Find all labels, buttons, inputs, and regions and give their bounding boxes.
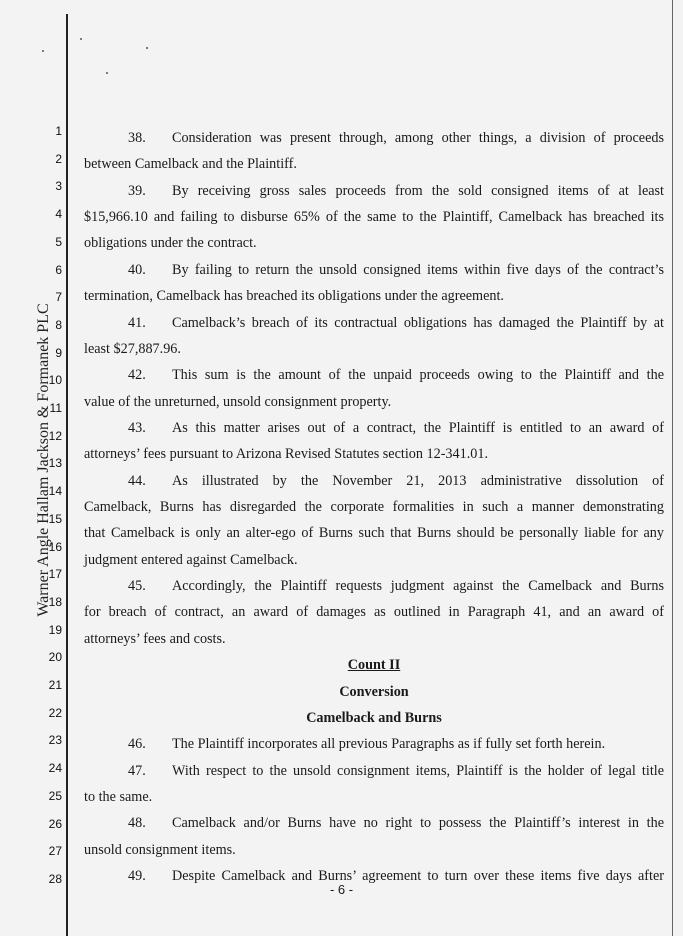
paragraph-number: 41. bbox=[128, 314, 146, 331]
firm-name-sidebar: Warner Angle Hallam Jackson & Formanek PLC bbox=[35, 303, 52, 617]
paragraph-first-line bbox=[84, 182, 664, 200]
line-number: 22 bbox=[48, 705, 62, 720]
line-number: 25 bbox=[48, 788, 62, 803]
section-heading bbox=[84, 709, 664, 727]
line-number: 10 bbox=[48, 373, 62, 388]
line-text: between Camelback and the Plaintiff. bbox=[84, 156, 297, 173]
paragraph-line bbox=[84, 524, 664, 542]
scan-speck bbox=[106, 72, 108, 74]
line-number: 27 bbox=[48, 844, 62, 859]
line-number: 7 bbox=[55, 290, 62, 305]
paragraph-line bbox=[84, 630, 664, 648]
line-text: Accordingly, the Plaintiff requests judgment against the Camelback and Burns bbox=[172, 578, 664, 595]
paragraph-first-line bbox=[84, 419, 664, 437]
paragraph-line bbox=[84, 234, 664, 252]
line-number: 17 bbox=[48, 567, 62, 582]
line-text: Despite Camelback and Burns’ agreement to turn over these items five days after bbox=[172, 868, 664, 885]
line-number: 9 bbox=[55, 345, 62, 360]
paragraph-number: 44. bbox=[128, 472, 146, 489]
paragraph-number: 46. bbox=[128, 736, 146, 753]
line-text: value of the unreturned, unsold consignment property. bbox=[84, 393, 392, 410]
line-number: 11 bbox=[49, 401, 62, 415]
line-text: This sum is the amount of the unpaid proceeds owing to the Plaintiff and the bbox=[172, 367, 664, 384]
paragraph-number: 48. bbox=[128, 815, 146, 832]
line-text: The Plaintiff incorporates all previous Paragraphs as if fully set forth herein. bbox=[172, 736, 606, 753]
line-number: 21 bbox=[48, 678, 62, 692]
line-text: to the same. bbox=[84, 789, 153, 805]
paragraph-number: 45. bbox=[128, 578, 146, 595]
scan-speck bbox=[80, 38, 82, 40]
line-number: 2 bbox=[55, 151, 62, 166]
scan-speck bbox=[146, 47, 148, 49]
line-number: 16 bbox=[48, 539, 62, 554]
line-number: 14 bbox=[48, 484, 62, 499]
line-number: 1 bbox=[55, 124, 62, 138]
heading-text: Camelback and Burns bbox=[306, 709, 442, 726]
paragraph-number: 39. bbox=[128, 182, 146, 199]
line-text: obligations under the contract. bbox=[84, 235, 257, 252]
line-text: judgment entered against Camelback. bbox=[84, 551, 298, 568]
paragraph-first-line bbox=[84, 129, 664, 147]
line-text: As illustrated by the November 21, 2013 administrative dissolution of bbox=[172, 472, 664, 489]
page-number: - 6 - bbox=[329, 882, 354, 897]
paragraph-line bbox=[84, 393, 664, 411]
paragraph-first-line bbox=[84, 472, 664, 490]
heading-text: Count II bbox=[347, 657, 401, 674]
paragraph-line bbox=[84, 208, 664, 226]
line-text: Camelback and/or Burns have no right to possess the Plaintiff’s interest in the bbox=[172, 815, 664, 832]
paragraph-number: 38. bbox=[128, 130, 146, 146]
section-heading bbox=[84, 656, 664, 674]
paragraph-first-line bbox=[84, 261, 664, 279]
paragraph-number: 40. bbox=[128, 261, 146, 278]
line-text: By failing to return the unsold consigned items within five days of the contract’s bbox=[172, 261, 664, 278]
line-text: $15,966.10 and failing to disburse 65% of the same to the Plaintiff, Camelback has breached its bbox=[84, 209, 664, 226]
line-number: 8 bbox=[55, 317, 62, 332]
line-text: unsold consignment items. bbox=[84, 841, 236, 858]
line-text: Camelback, Burns has disregarded the corporate formalities in such a manner demonstrating bbox=[84, 499, 664, 516]
scan-speck bbox=[42, 50, 44, 52]
paragraph-number: 49. bbox=[128, 868, 146, 885]
paragraph-first-line bbox=[84, 366, 664, 384]
line-number: 5 bbox=[55, 234, 62, 249]
paragraph-line bbox=[84, 788, 664, 806]
section-heading bbox=[84, 683, 664, 701]
paragraph-line bbox=[84, 155, 664, 173]
line-number: 18 bbox=[48, 594, 62, 609]
right-margin-rule bbox=[672, 0, 673, 936]
left-margin-rule bbox=[66, 14, 68, 936]
paragraph-line bbox=[84, 841, 664, 859]
paragraph-number: 43. bbox=[128, 419, 146, 436]
line-text: By receiving gross sales proceeds from the sold consigned items of at least bbox=[172, 182, 664, 199]
line-number: 15 bbox=[48, 511, 62, 526]
line-number: 4 bbox=[55, 207, 62, 222]
line-number: 23 bbox=[48, 733, 62, 748]
line-text: for breach of contract, an award of damages as outlined in Paragraph 41, and an award of bbox=[84, 604, 664, 621]
line-number: 6 bbox=[55, 262, 62, 277]
line-number: 3 bbox=[55, 179, 62, 194]
line-number: 26 bbox=[48, 816, 62, 831]
paragraph-line bbox=[84, 551, 664, 569]
line-text: Camelback’s breach of its contractual obligations has damaged the Plaintiff by at bbox=[172, 314, 664, 331]
paragraph-number: 42. bbox=[128, 367, 146, 384]
line-number: 24 bbox=[48, 761, 62, 776]
line-text: attorneys’ fees pursuant to Arizona Revised Statutes section 12-341.01. bbox=[84, 446, 488, 463]
paragraph-number: 47. bbox=[128, 762, 146, 779]
line-number: 28 bbox=[48, 871, 62, 886]
paragraph-first-line bbox=[84, 814, 664, 832]
line-number: 20 bbox=[48, 650, 62, 665]
paragraph-line bbox=[84, 603, 664, 621]
line-text: that Camelback is only an alter-ego of Burns such that Burns should be personally liable for any bbox=[84, 525, 664, 542]
line-text: termination, Camelback has breached its obligations under the agreement. bbox=[84, 288, 504, 305]
paragraph-line bbox=[84, 498, 664, 516]
line-text: With respect to the unsold consignment items, Plaintiff is the holder of legal title bbox=[172, 762, 664, 779]
line-text: least $27,887.96. bbox=[84, 340, 181, 357]
line-text: As this matter arises out of a contract, the Plaintiff is entitled to an award of bbox=[172, 419, 664, 436]
paragraph-first-line bbox=[84, 577, 664, 595]
line-number: 13 bbox=[48, 456, 62, 471]
paragraph-line bbox=[84, 340, 664, 358]
paragraph-first-line bbox=[84, 314, 664, 332]
heading-text: Conversion bbox=[339, 683, 409, 700]
paragraph-first-line bbox=[84, 735, 664, 753]
paragraph-line bbox=[84, 287, 664, 305]
paragraph-line bbox=[84, 445, 664, 463]
paragraph-first-line bbox=[84, 762, 664, 780]
line-text: attorneys’ fees and costs. bbox=[84, 630, 226, 647]
line-number: 12 bbox=[48, 428, 62, 443]
line-number: 19 bbox=[48, 622, 62, 637]
line-text: Consideration was present through, among other things, a division of proceeds bbox=[172, 130, 664, 146]
